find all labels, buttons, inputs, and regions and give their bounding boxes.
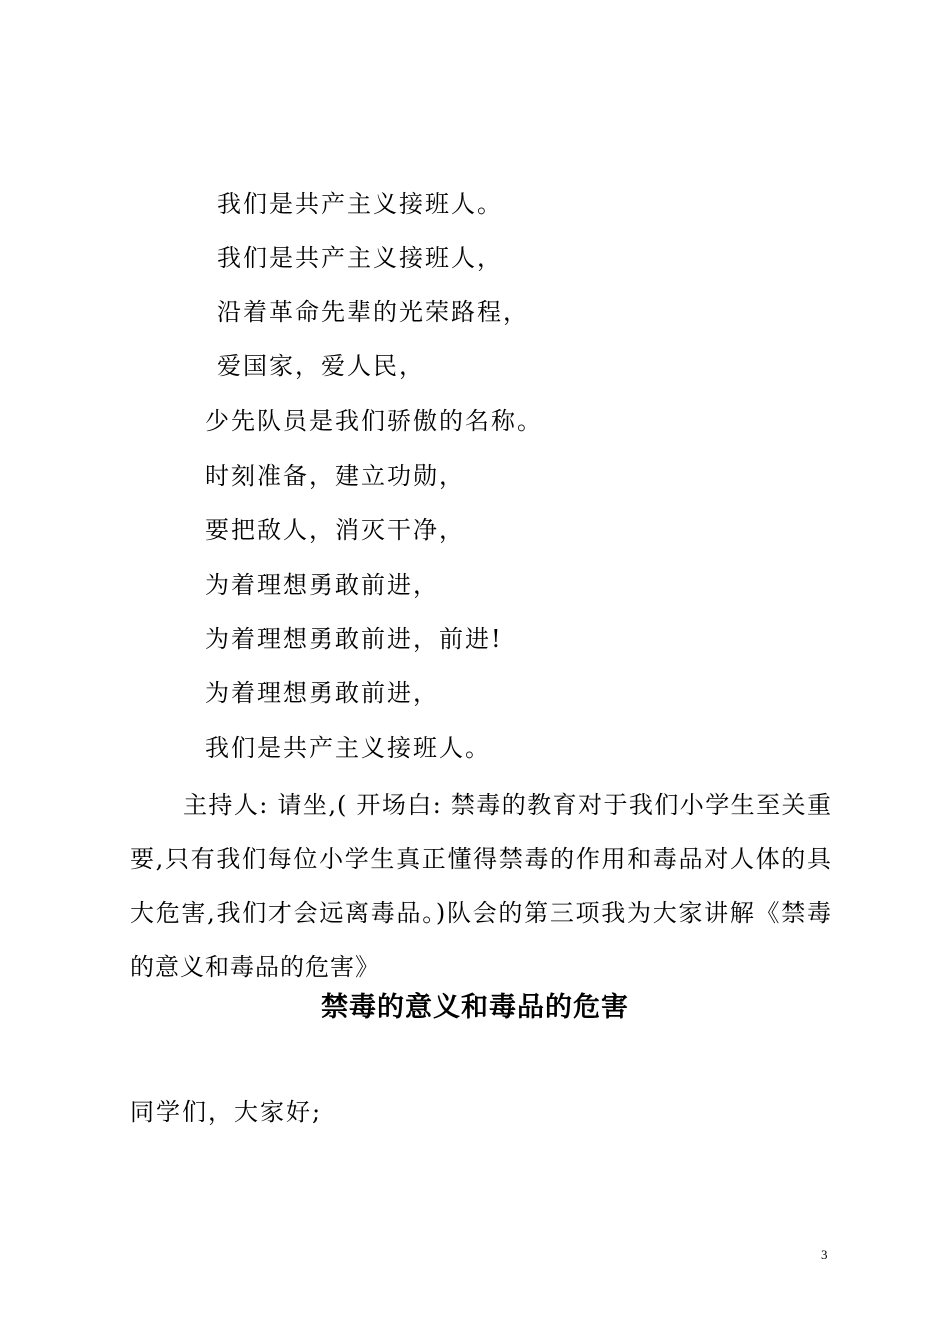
greeting-line: 同学们，大家好; [130, 1098, 323, 1126]
song-line: 我们是共产主义接班人。 [205, 734, 491, 762]
song-line: 我们是共产主义接班人， [217, 244, 503, 272]
song-line: 沿着革命先辈的光荣路程， [217, 298, 529, 326]
song-line: 为着理想勇敢前进，前进! [205, 625, 503, 653]
song-line: 少先队员是我们骄傲的名称。 [205, 407, 543, 435]
song-line: 爱国家，爱人民， [217, 352, 425, 380]
host-paragraph: 主持人: 请坐,( 开场白: 禁毒的教育对于我们小学生至关重要,只有我们每位小学生真正懂得禁毒的作用和毒品对人体的具大危害,我们才会远离毒品。)队会的第三项我为大家讲解《禁毒的意义和毒品的危害》 [130, 791, 832, 981]
page-number: 3 [821, 1247, 828, 1262]
song-line: 要把敌人，消灭干净， [205, 516, 465, 544]
song-line: 时刻准备，建立功勋， [205, 462, 465, 490]
song-line: 为着理想勇敢前进， [205, 679, 439, 707]
song-line: 为着理想勇敢前进， [205, 571, 439, 599]
song-line: 我们是共产主义接班人。 [217, 190, 503, 218]
section-heading: 禁毒的意义和毒品的危害 [321, 992, 629, 1023]
